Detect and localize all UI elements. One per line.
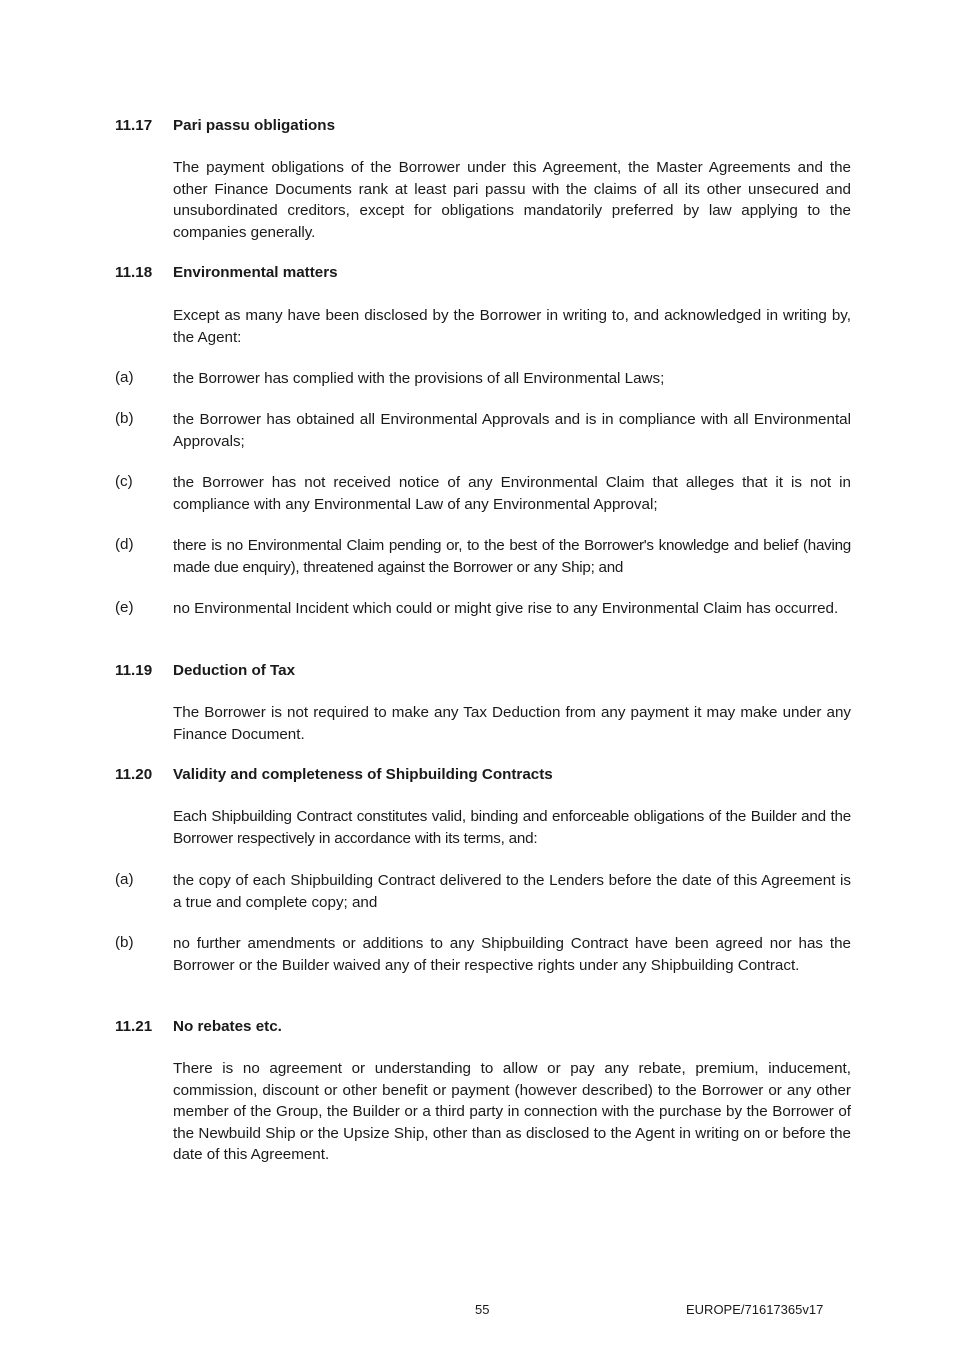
list-item-label: (c) xyxy=(115,473,133,490)
section-heading: No rebates etc. xyxy=(173,1018,282,1035)
list-item-text: there is no Environmental Claim pending or, to the best of the Borrower's knowledge and belief (having made due enquiry), threatened against the Borrower or any Ship; and xyxy=(173,537,851,576)
list-item-text: no Environmental Incident which could or might give rise to any Environmental Claim has occurred. xyxy=(173,600,839,617)
section-paragraph: Except as many have been disclosed by the Borrower in writing to, and acknowledged in writing by, the Agent: xyxy=(173,307,851,346)
list-item-label: (a) xyxy=(115,871,134,888)
list-item-text: the Borrower has obtained all Environmental Approvals and is in compliance with all Environmental Approvals; xyxy=(173,411,851,450)
section-heading: Validity and completeness of Shipbuilding Contracts xyxy=(173,766,553,783)
section-number: 11.19 xyxy=(115,662,153,679)
section-number: 11.20 xyxy=(115,766,153,783)
section-heading: Environmental matters xyxy=(173,264,338,281)
section-heading: Pari passu obligations xyxy=(173,117,336,134)
section-paragraph: There is no agreement or understanding to allow or pay any rebate, premium, inducement, commission, discount or other benefit or payment (however described) to the Borrower or any other member of the Group, the Builder or a third party in connection with the purchase by the Borrower of the Newbuild Ship or the Upsize Ship, other than as disclosed to the Agent in writing on or before the date of this Agreement. xyxy=(173,1060,851,1164)
list-item-label: (a) xyxy=(115,369,134,386)
section-number: 11.21 xyxy=(115,1018,153,1035)
section-number: 11.17 xyxy=(115,117,153,134)
list-item-label: (d) xyxy=(115,536,134,553)
list-item-label: (e) xyxy=(115,599,134,616)
document-reference: EUROPE/71617365v17 xyxy=(686,1302,824,1317)
list-item-text: the Borrower has not received notice of any Environmental Claim that alleges that it is not in compliance with any Environmental Law of any Environmental Approval; xyxy=(173,474,851,513)
section-heading: Deduction of Tax xyxy=(173,662,296,679)
section-number: 11.18 xyxy=(115,264,153,281)
list-item-text: the Borrower has complied with the provisions of all Environmental Laws; xyxy=(173,370,665,387)
list-item-label: (b) xyxy=(115,934,134,951)
section-paragraph: The payment obligations of the Borrower under this Agreement, the Master Agreements and the other Finance Documents rank at least pari passu with the claims of all its other unsecured and unsubordinated creditors, except for obligations mandatorily preferred by law applying to the companies generally. xyxy=(173,159,851,241)
section-paragraph: The Borrower is not required to make any Tax Deduction from any payment it may make under any Finance Document. xyxy=(173,704,851,743)
list-item-text: the copy of each Shipbuilding Contract delivered to the Lenders before the date of this Agreement is a true and complete copy; and xyxy=(173,872,851,911)
page-number: 55 xyxy=(475,1302,490,1317)
section-paragraph: Each Shipbuilding Contract constitutes valid, binding and enforceable obligations of the Builder and the Borrower respectively in accordance with its terms, and: xyxy=(173,808,851,847)
list-item-text: no further amendments or additions to any Shipbuilding Contract have been agreed nor has the Borrower or the Builder waived any of their respective rights under any Shipbuilding Contract. xyxy=(173,935,851,974)
list-item-label: (b) xyxy=(115,410,134,427)
